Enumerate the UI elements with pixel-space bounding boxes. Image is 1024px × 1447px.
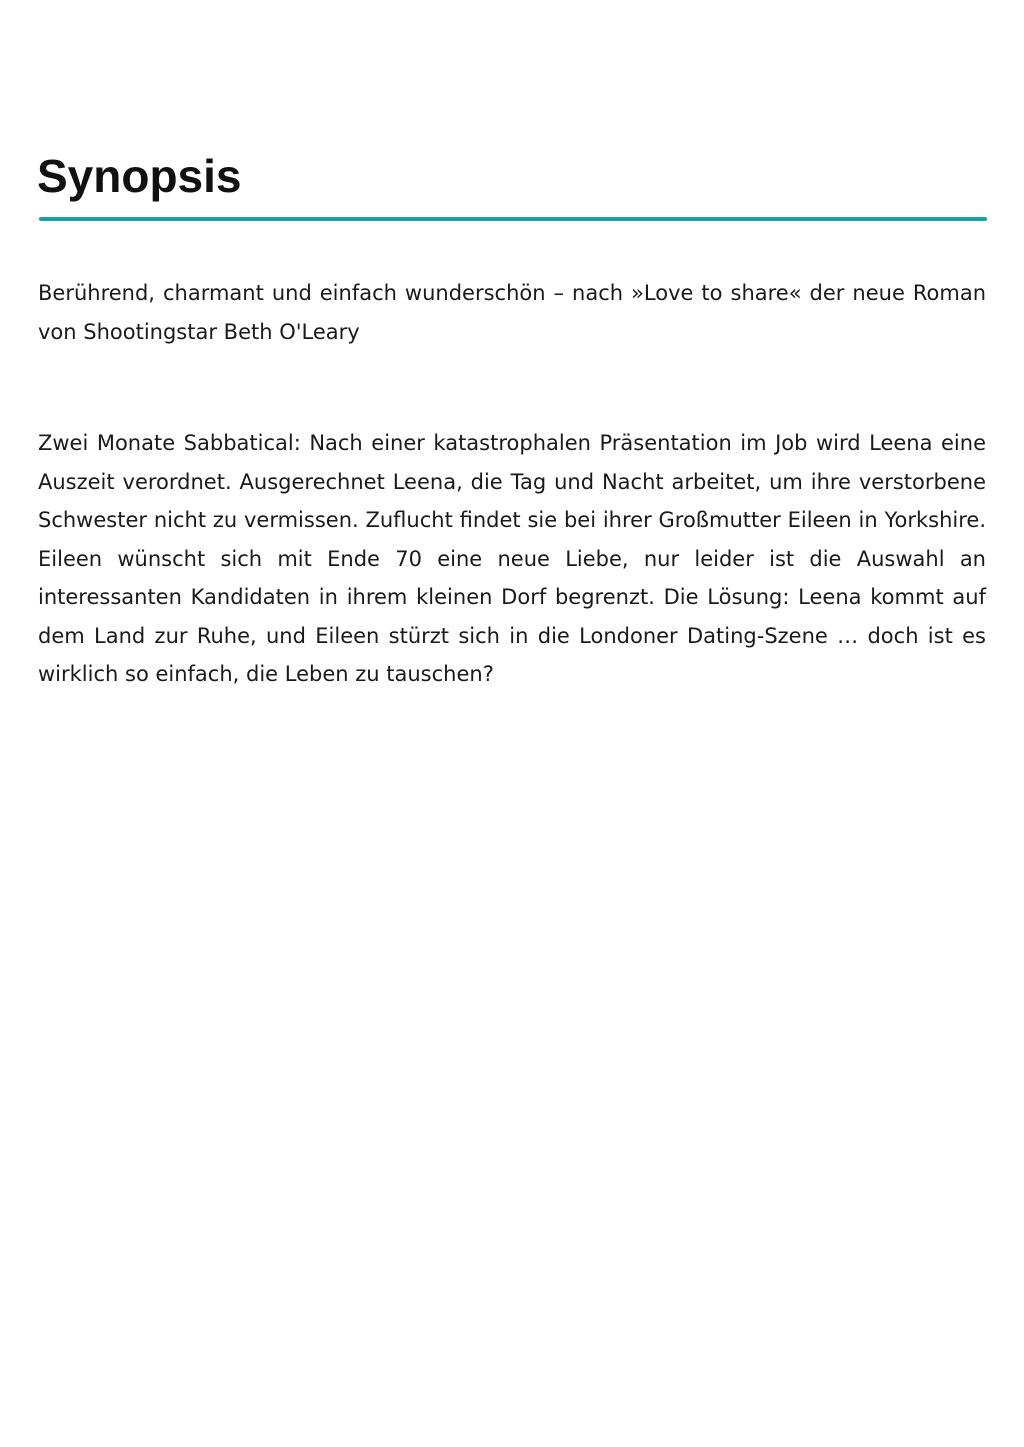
intro-paragraph: Berührend, charmant und einfach wunderschön – nach »Love to share« der neue Roman von Shootingstar Beth O'Leary <box>38 281 986 344</box>
title-underline-divider <box>39 217 987 221</box>
synopsis-paragraph: Zwei Monate Sabbatical: Nach einer katastrophalen Präsentation im Job wird Leena eine Auszeit verordnet. Ausgerechnet Leena, die Tag und Nacht arbeitet, um ihre verstorbene Schwester nicht zu vermissen. Zuflucht findet sie bei ihrer Großmutter Eileen in Yorkshire. Eileen wünscht sich mit Ende 70 eine neue Liebe, nur leider ist die Auswahl an interessanten Kandidaten in ihrem kleinen Dorf begrenzt. Die Lösung: Leena kommt auf dem Land zur Ruhe, und Eileen stürzt sich in die Londoner Dating-Szene … doch ist es wirklich so einfach, die Leben zu tauschen? <box>38 431 986 686</box>
page-title: Synopsis <box>37 150 242 202</box>
